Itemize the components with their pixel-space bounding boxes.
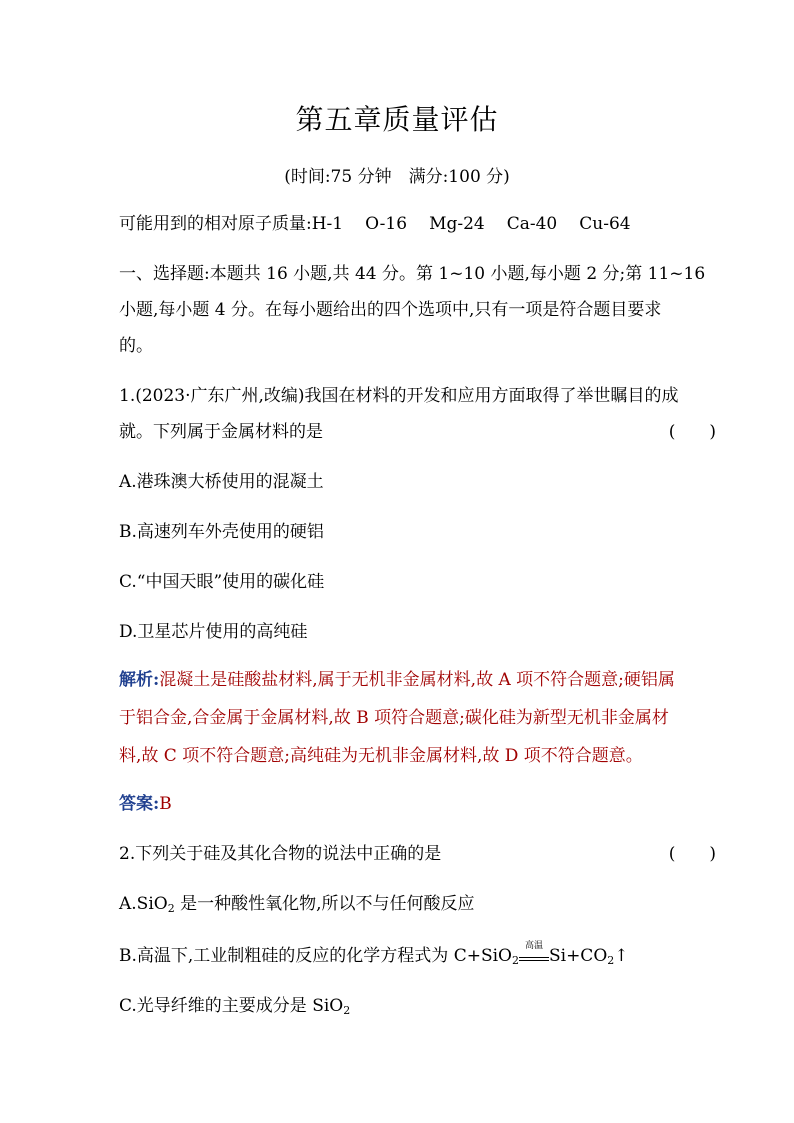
atomic-mass-label: 可能用到的相对原子质量: [119, 214, 312, 234]
q1-analysis-text-1: 混凝土是硅酸盐材料,属于无机非金属材料,故 A 项不符合题意;硬铝属 [159, 670, 675, 690]
q1-stem-line-1: 1.(2023·广东广州,改编)我国在材料的开发和应用方面取得了举世瞩目的成 [119, 386, 679, 406]
q2-option-c-pre: C.光导纤维的主要成分是 SiO [119, 996, 344, 1016]
gas-arrow-symbol: ↑ [614, 946, 629, 966]
q1-stem-line-2: 就。下列属于金属材料的是 [119, 422, 323, 442]
reaction-condition-arrow [519, 941, 549, 961]
q1-option-b: B.高速列车外壳使用的硬铝 [119, 522, 324, 542]
q2-option-b-sub1: 2 [511, 954, 519, 967]
q2-option-b-pre: B.高温下,工业制粗硅的反应的化学方程式为 C+SiO [119, 946, 512, 966]
atomic-mass-mg: Mg-24 [429, 214, 485, 234]
q1-analysis-line-2: 于铝合金,合金属于金属材料,故 B 项符合题意;碳化硅为新型无机非金属材 [119, 708, 669, 728]
q1-analysis-label: 解析: [119, 670, 160, 690]
page-title: 第五章质量评估 [295, 103, 499, 136]
q2-option-c [119, 991, 350, 1017]
atomic-mass-cu: Cu-64 [579, 214, 631, 234]
q1-answer-label: 答案: [119, 794, 160, 814]
q2-option-b-sub2: 2 [607, 954, 615, 967]
q2-option-b-mid: Si+CO [548, 946, 608, 966]
q2-option-b [119, 941, 629, 967]
q1-analysis-line-3: 料,故 C 项不符合题意;高纯硅为无机非金属材料,故 D 项不符合题意。 [119, 746, 643, 766]
atomic-mass-ca: Ca-40 [506, 214, 558, 234]
q2-option-a-sub: 2 [167, 902, 175, 915]
exam-info: (时间:75 分钟 满分:100 分) [284, 167, 510, 187]
q1-option-c: C.“中国天眼”使用的碳化硅 [119, 572, 325, 592]
section-instruction-line-2: 小题,每小题 4 分。在每小题给出的四个选项中,只有一项是符合题目要求 [119, 300, 662, 320]
atomic-mass-h: H-1 [311, 214, 344, 234]
q1-analysis-line-1 [119, 665, 675, 690]
q2-answer-blank: ( ) [668, 844, 716, 864]
q2-option-a [119, 889, 475, 915]
q2-option-c-sub: 2 [343, 1004, 351, 1017]
section-instruction-line-1: 一、选择题:本题共 16 小题,共 44 分。第 1~10 小题,每小题 2 分;第 11~16 [119, 264, 706, 284]
q2-option-a-pre: A.SiO [119, 894, 168, 914]
q2-option-a-post: 是一种酸性氧化物,所以不与任何酸反应 [174, 894, 475, 914]
section-instruction-line-3: 的。 [119, 336, 153, 356]
q1-option-d: D.卫星芯片使用的高纯硅 [119, 622, 308, 642]
q1-answer-value: B [159, 794, 172, 814]
q1-answer-line [119, 789, 172, 814]
q2-stem: 2.下列关于硅及其化合物的说法中正确的是 [119, 844, 442, 864]
reaction-condition-label: 高温 [524, 941, 543, 951]
q1-answer-blank: ( ) [668, 422, 716, 442]
atomic-mass-line [119, 209, 631, 234]
atomic-mass-o: O-16 [365, 214, 408, 234]
q1-option-a: A.港珠澳大桥使用的混凝土 [119, 472, 324, 492]
